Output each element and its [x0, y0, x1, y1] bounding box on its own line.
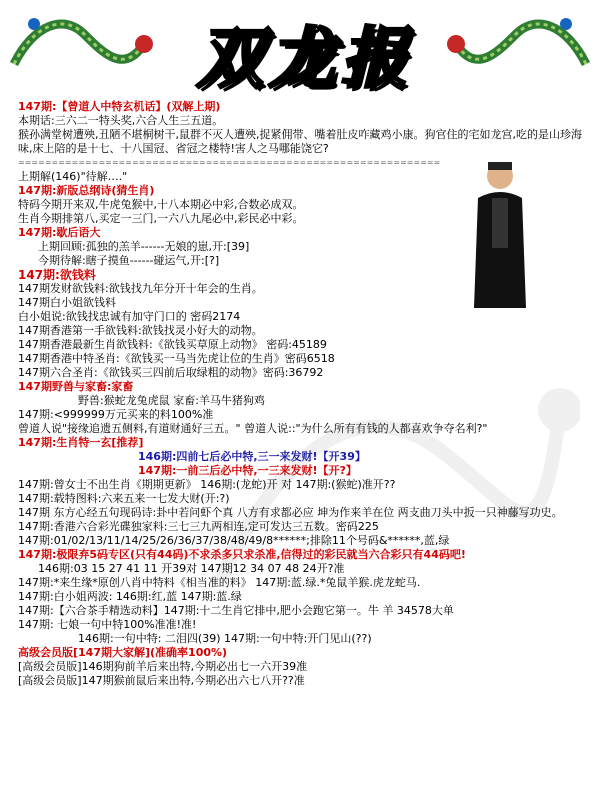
text-line: 147期:曾女士不出生肖《期期更新》 146期:(龙蛇)开 对 147期:(猴蛇)准开??: [18, 478, 396, 491]
text-line: 147期:新版总纲诗(猜生肖): [18, 184, 155, 197]
text-line: [高级会员版]146期狗前羊后来出特,今期必出七一六开39准: [18, 660, 308, 673]
text-line: 曾道人说"接缘追遗五侧料,有道财通好三五。" 曾道人说::"为什么所有有钱的人都喜欢争夺名利?": [18, 422, 488, 435]
text-line: 146期:四前七后必中特,三一来发财!【开39】: [138, 450, 366, 463]
text-line: 147期:欲钱料: [18, 268, 96, 282]
text-line: 147期 东方心经五句现码诗:卦中若问虾个真 八方有求都必应 坤为作来羊在位 两支曲刀头中扳一只神藤写功史。: [18, 506, 563, 519]
text-line: 147期:载特图料:六来五来一七发大财(开:?): [18, 492, 230, 505]
text-line: 147期:01/02/13/11/14/25/26/36/37/38/48/49/8******;排除11个号码&******,蓝,绿: [18, 534, 450, 547]
text-line: 146期:一句中特: 二泪四(39) 147期:一句中特:开门见山(??): [78, 632, 372, 645]
text-line: 147期香港第一手欲钱料:欲钱找灵小好大的动物。: [18, 324, 263, 337]
text-line: 147期:【六合茶手精选动料】147期:十二生肖它排中,肥小会跑它第一。牛 羊 34578大单: [18, 604, 454, 617]
text-line: 147期香港最新生肖欲钱料:《欲钱买草原上动物》 密码:45189: [18, 338, 327, 351]
text-line: 147期:<999999万元买来的料100%准: [18, 408, 214, 421]
text-line: 上期解(146)"待解….": [18, 170, 128, 183]
text-line: 野兽:猴蛇龙兔虎鼠 家畜:羊马牛猪狗鸡: [78, 394, 265, 407]
text-line: 147期:生肖特一玄[推荐]: [18, 436, 144, 449]
dragon-right-icon: [446, 4, 596, 84]
text-line: 146期:03 15 27 41 11 开39对 147期12 34 07 48 24开?准: [38, 562, 345, 575]
main-content: [18, 100, 588, 688]
page-title: 双龙报: [197, 19, 413, 97]
text-line: 147期:*来生缘*原创八肖中特料《相当准的料》 147期:蓝.绿.*兔鼠羊猴.虎龙蛇马.: [18, 576, 421, 589]
text-line: 高级会员版[147期大家解](准确率100%): [18, 646, 228, 659]
text-line: 上期回顾:孤独的羔羊------无娘的崽,开:[39]: [38, 240, 250, 253]
text-line: 147期:白小姐两波: 146期:红,蓝 147期:蓝.绿: [18, 590, 242, 603]
text-line: 今期待解:瞎子摸鱼------碰运气,开:[?]: [38, 254, 220, 267]
text-line: 生肖今期排第八,买定一三门,一六八九尾必中,彩民必中彩。: [18, 212, 304, 225]
text-line: 特码今期开来双,牛虎兔猴中,十八本期必中彩,合数必成双。: [18, 198, 304, 211]
text-line: 147期发财欲钱料:欲钱找九年分开十年会的生肖。: [18, 282, 263, 295]
dragon-left-icon: [4, 4, 154, 84]
text-line: 147期:一前三后必中特,一三来发财!【开?】: [138, 464, 357, 477]
header-banner: [0, 0, 600, 98]
separator-line: ===============================================================: [18, 158, 441, 167]
text-line: 147期:【曾道人中特玄机话】(双解上期): [18, 100, 221, 113]
text-line: 147期野兽与家畜:家畜: [18, 380, 134, 393]
text-line: 本期话:三六二一特头奖,六合人生三五道。: [18, 114, 224, 127]
text-line: 147期:歇后语大: [18, 226, 101, 239]
text-line: 147期:香港六合彩光碟独家料:三七三九两相连,定可发达三五数。密码225: [18, 520, 379, 533]
text-line: 白小姐说:欲钱找忠诚有加守门口的 密码2174: [18, 310, 241, 323]
text-line: 猴孙满堂树遭殃,丑陋不堪桐树干,鼠群不灭人遭殃,捉紧佣带、嘴着肚皮咋藏鸡小康。狗官住的宅如龙宫,吃的是山珍海味,床上陪的是十七、十八国冠、省冠之楼特!害人之马哪能饶它?: [18, 128, 582, 155]
text-line: 147期六合圣肖:《欲钱买三四前后取绿粗的动物》密码:36792: [18, 366, 324, 379]
text-line: 147期香港中特圣肖:《欲钱买一马当先虎让位的生肖》密码6518: [18, 352, 335, 365]
text-line: 147期: 七娘一句中特100%准准!准!: [18, 618, 197, 631]
text-line: [高级会员版]147期猴前鼠后来出特,今期必出六七八开??准: [18, 674, 305, 687]
text-line: 147期:极限弃5码专区(只有44码)不求杀多只求杀准,信得过的彩民就当六合彩只有44码吧!: [18, 548, 466, 561]
text-line: 147期白小姐欲钱料: [18, 296, 116, 309]
